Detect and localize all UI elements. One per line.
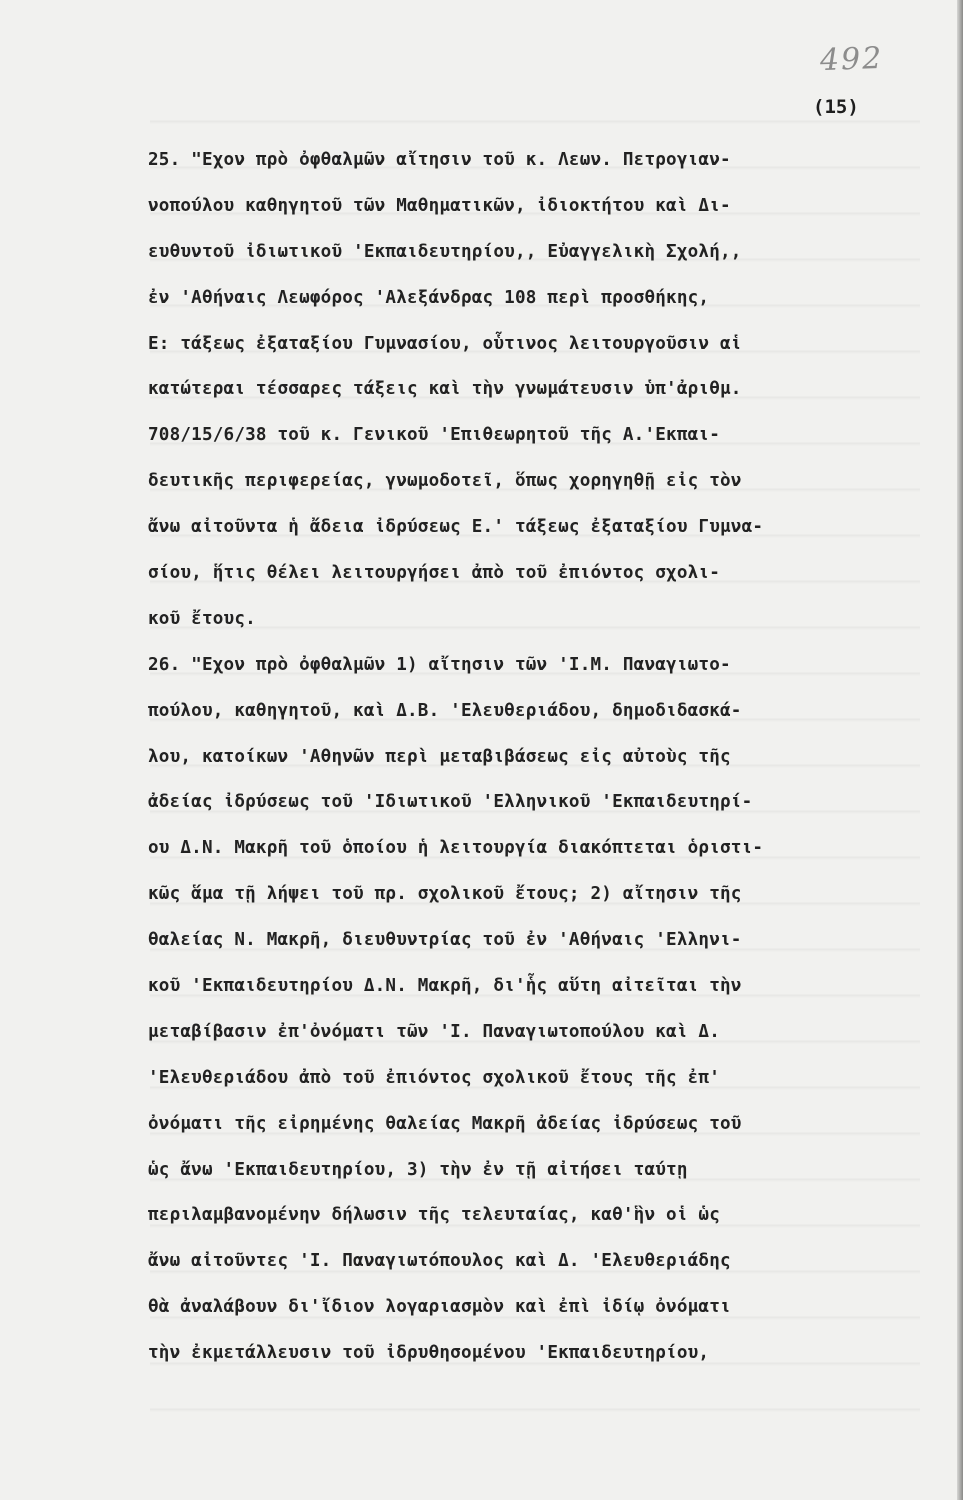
text-line: ὀνόματι τῆς εἰρημένης θαλείας Μακρῆ ἀδείας ἰδρύσεως τοῦ — [148, 1113, 742, 1134]
text-line: ὡς ἄνω 'Εκπαιδευτηρίου, 3) τὴν ἐν τῇ αἰτήσει ταύτῃ — [148, 1159, 688, 1180]
text-line: Ε: τάξεως ἐξαταξίου Γυμνασίου, οὗτινος λειτουργοῦσιν αἱ — [148, 333, 742, 354]
text-line: σίου, ἥτις θέλει λειτουργήσει ἀπὸ τοῦ ἐπιόντος σχολι- — [148, 563, 720, 584]
typed-text-block — [148, 138, 928, 1377]
text-line: πούλου, καθηγητοῦ, καὶ Δ.Β. 'Ελευθεριάδου, δημοδιδασκά- — [148, 700, 742, 721]
text-line: ου Δ.Ν. Μακρῆ τοῦ ὁποίου ἡ λειτουργία διακόπτεται ὁριστι- — [148, 838, 764, 859]
text-line: θὰ ἀναλάβουν δι'ἴδιον λογαριασμὸν καὶ ἐπὶ ἰδίῳ ὀνόματι — [148, 1297, 731, 1318]
text-line: λου, κατοίκων 'Αθηνῶν περὶ μεταβιβάσεως εἰς αὐτοὺς τῆς — [148, 746, 731, 767]
text-line: ἀδείας ἰδρύσεως τοῦ 'Ιδιωτικοῦ 'Ελληνικοῦ 'Εκπαιδευτηρί- — [148, 792, 753, 813]
handwritten-folio-number: 492 — [819, 40, 884, 79]
page-edge — [957, 0, 963, 1500]
text-line: ευθυντοῦ ἰδιωτικοῦ 'Εκπαιδευτηρίου,, Εὐαγγελικὴ Σχολή,, — [148, 241, 742, 262]
text-line: κοῦ ἔτους. — [148, 608, 256, 629]
text-line: ἄνω αἰτοῦντα ἡ ἄδεια ἰδρύσεως Ε.' τάξεως ἐξαταξίου Γυμνα- — [148, 517, 764, 538]
text-line: 25. "Εχον πρὸ ὀφθαλμῶν αἴτησιν τοῦ κ. Λεων. Πετρογιαν- — [148, 150, 731, 170]
text-line: νοπούλου καθηγητοῦ τῶν Μαθηματικῶν, ἰδιοκτήτου καὶ Δι- — [148, 195, 731, 216]
text-line: τὴν ἐκμετάλλευσιν τοῦ ἰδρυθησομένου 'Εκπαιδευτηρίου, — [148, 1343, 710, 1364]
text-line: 708/15/6/38 τοῦ κ. Γενικοῦ 'Επιθεωρητοῦ τῆς Α.'Εκπαι- — [148, 425, 720, 446]
text-line: κῶς ἅμα τῇ λήψει τοῦ πρ. σχολικοῦ ἔτους; 2) αἴτησιν τῆς — [148, 884, 742, 905]
text-line: 'Ελευθεριάδου ἀπὸ τοῦ ἐπιόντος σχολικοῦ ἔτους τῆς ἐπ' — [148, 1067, 720, 1088]
text-line: ἐν 'Αθήναις Λεωφόρος 'Αλεξάνδρας 108 περὶ προσθήκης, — [148, 287, 710, 308]
text-line: κατώτεραι τέσσαρες τάξεις καὶ τὴν γνωμάτευσιν ὑπ'ἀριθμ. — [148, 379, 742, 400]
text-line: μεταβίβασιν ἐπ'ὀνόματι τῶν 'Ι. Παναγιωτοπούλου καὶ Δ. — [148, 1021, 720, 1042]
page-number: (15) — [813, 96, 859, 118]
text-line: ἄνω αἰτοῦντες 'Ι. Παναγιωτόπουλος καὶ Δ. 'Ελευθεριάδης — [148, 1251, 731, 1272]
text-line: δευτικῆς περιφερείας, γνωμοδοτεῖ, ὅπως χορηγηθῇ εἰς τὸν — [148, 471, 742, 492]
text-line: περιλαμβανομένην δήλωσιν τῆς τελευταίας, καθ'ἣν οἱ ὡς — [148, 1205, 720, 1226]
text-line: θαλείας Ν. Μακρῆ, διευθυντρίας τοῦ ἐν 'Αθήναις 'Ελληνι- — [148, 930, 742, 951]
text-line: κοῦ 'Εκπαιδευτηρίου Δ.Ν. Μακρῆ, δι'ἧς αὕτη αἰτεῖται τὴν — [148, 976, 742, 997]
text-line: 26. "Εχον πρὸ ὀφθαλμῶν 1) αἴτησιν τῶν 'Ι.Μ. Παναγιωτο- — [148, 654, 731, 675]
